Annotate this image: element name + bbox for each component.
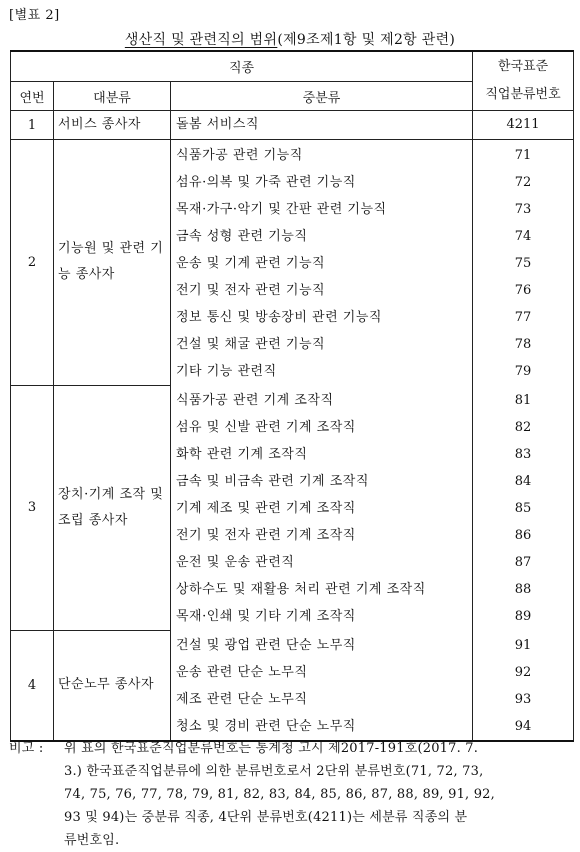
- major-category-cell: 장치·기계 조작 및 조립 종사자: [54, 385, 171, 630]
- middle-category-cell: 금속 및 비금속 관련 기계 조작직: [171, 468, 473, 495]
- middle-category-cell: 목재·인쇄 및 기타 기계 조작직: [171, 603, 473, 630]
- classification-code-cell: 84: [473, 468, 574, 495]
- middle-category-cell: 운송 및 기계 관련 기능직: [171, 250, 473, 277]
- remarks-lead: 비고 :: [9, 741, 44, 756]
- major-category-cell: 단순노무 종사자: [54, 630, 171, 741]
- header-middle-category: 중분류: [171, 82, 473, 111]
- serial-number-cell: 1: [11, 111, 54, 140]
- remarks-note: [9, 737, 574, 852]
- middle-category-cell: 건설 및 채굴 관련 기능직: [171, 331, 473, 358]
- occupation-table: [10, 50, 574, 742]
- middle-category-cell: 운송 관련 단순 노무직: [171, 659, 473, 686]
- table-row: [11, 111, 574, 140]
- middle-category-cell: 기타 기능 관련직: [171, 358, 473, 385]
- middle-category-cell: 기계 제조 및 관련 기계 조작직: [171, 495, 473, 522]
- middle-category-cell: 청소 및 경비 관련 단순 노무직: [171, 713, 473, 741]
- classification-code-cell: 74: [473, 223, 574, 250]
- remarks-text-line-3: 93 및 94)는 중분류 직종, 4단위 분류번호(4211)는 세분류 직종의 분: [64, 810, 468, 825]
- classification-code-cell: 92: [473, 659, 574, 686]
- classification-code-cell: 75: [473, 250, 574, 277]
- table-row: [11, 140, 574, 170]
- middle-category-cell: 화학 관련 기계 조작직: [171, 441, 473, 468]
- classification-code-cell: 78: [473, 331, 574, 358]
- middle-category-cell: 제조 관련 단순 노무직: [171, 686, 473, 713]
- serial-number-cell: 2: [11, 140, 54, 386]
- classification-code-cell: 89: [473, 603, 574, 630]
- middle-category-cell: 전기 및 전자 관련 기계 조작직: [171, 522, 473, 549]
- header-kscc-line2: 직업분류번호: [485, 87, 561, 102]
- document-title: [0, 29, 580, 49]
- title-reference: (제9조제1항 및 제2항 관련): [277, 32, 456, 48]
- middle-category-cell: 섬유 및 신발 관련 기계 조작직: [171, 414, 473, 441]
- middle-category-cell: 금속 성형 관련 기능직: [171, 223, 473, 250]
- classification-code-cell: 82: [473, 414, 574, 441]
- classification-code-cell: 86: [473, 522, 574, 549]
- remarks-text-line-1: 3.) 한국표준직업분류에 의한 분류번호로서 2단위 분류번호(71, 72, 73,: [64, 764, 484, 779]
- classification-code-cell: 93: [473, 686, 574, 713]
- classification-code-cell: 79: [473, 358, 574, 385]
- classification-code-cell: 83: [473, 441, 574, 468]
- classification-code-cell: 85: [473, 495, 574, 522]
- title-main: 생산직 및 관련직의 범위: [124, 32, 278, 48]
- header-major-category: 대분류: [54, 82, 171, 111]
- classification-code-cell: 94: [473, 713, 574, 741]
- middle-category-cell: 운전 및 운송 관련직: [171, 549, 473, 576]
- remarks-text-line-2: 74, 75, 76, 77, 78, 79, 81, 82, 83, 84, 85, 86, 87, 88, 89, 91, 92,: [64, 787, 495, 802]
- classification-code-cell: 91: [473, 630, 574, 659]
- classification-code-cell: 71: [473, 140, 574, 170]
- major-category-cell: 서비스 종사자: [54, 111, 171, 140]
- header-occupation: 직종: [11, 51, 473, 82]
- classification-code-cell: 87: [473, 549, 574, 576]
- remarks-first-line: [9, 737, 574, 760]
- table-body: [11, 111, 574, 742]
- classification-code-cell: 81: [473, 385, 574, 414]
- middle-category-cell: 전기 및 전자 관련 기능직: [171, 277, 473, 304]
- classification-code-cell: 73: [473, 196, 574, 223]
- classification-code-cell: 76: [473, 277, 574, 304]
- classification-code-cell: 72: [473, 169, 574, 196]
- middle-category-cell: 식품가공 관련 기능직: [171, 140, 473, 170]
- classification-code-cell: 77: [473, 304, 574, 331]
- major-category-cell: 기능원 및 관련 기능 종사자: [54, 140, 171, 386]
- middle-category-cell: 목재·가구·악기 및 간판 관련 기능직: [171, 196, 473, 223]
- serial-number-cell: 4: [11, 630, 54, 741]
- classification-code-cell: 4211: [473, 111, 574, 140]
- serial-number-cell: 3: [11, 385, 54, 630]
- table-row: [11, 630, 574, 659]
- middle-category-cell: 상하수도 및 재활용 처리 관련 기계 조작직: [171, 576, 473, 603]
- middle-category-cell: 건설 및 광업 관련 단순 노무직: [171, 630, 473, 659]
- middle-category-cell: 식품가공 관련 기계 조작직: [171, 385, 473, 414]
- middle-category-cell: 정보 통신 및 방송장비 관련 기능직: [171, 304, 473, 331]
- annex-label: [별표 2]: [9, 8, 60, 23]
- remarks-text-line-4: 류번호임.: [64, 833, 120, 848]
- middle-category-cell: 섬유·의복 및 가죽 관련 기능직: [171, 169, 473, 196]
- middle-category-cell: 돌봄 서비스직: [171, 111, 473, 140]
- table-row: [11, 385, 574, 414]
- remarks-text-line-0: 위 표의 한국표준직업분류번호는 통계청 고시 제2017-191호(2017. 7.: [64, 741, 479, 756]
- classification-code-cell: 88: [473, 576, 574, 603]
- header-kscc-line1: 한국표준: [497, 59, 549, 74]
- header-serial-no: 연번: [11, 82, 54, 111]
- header-kscc-code: [473, 51, 574, 111]
